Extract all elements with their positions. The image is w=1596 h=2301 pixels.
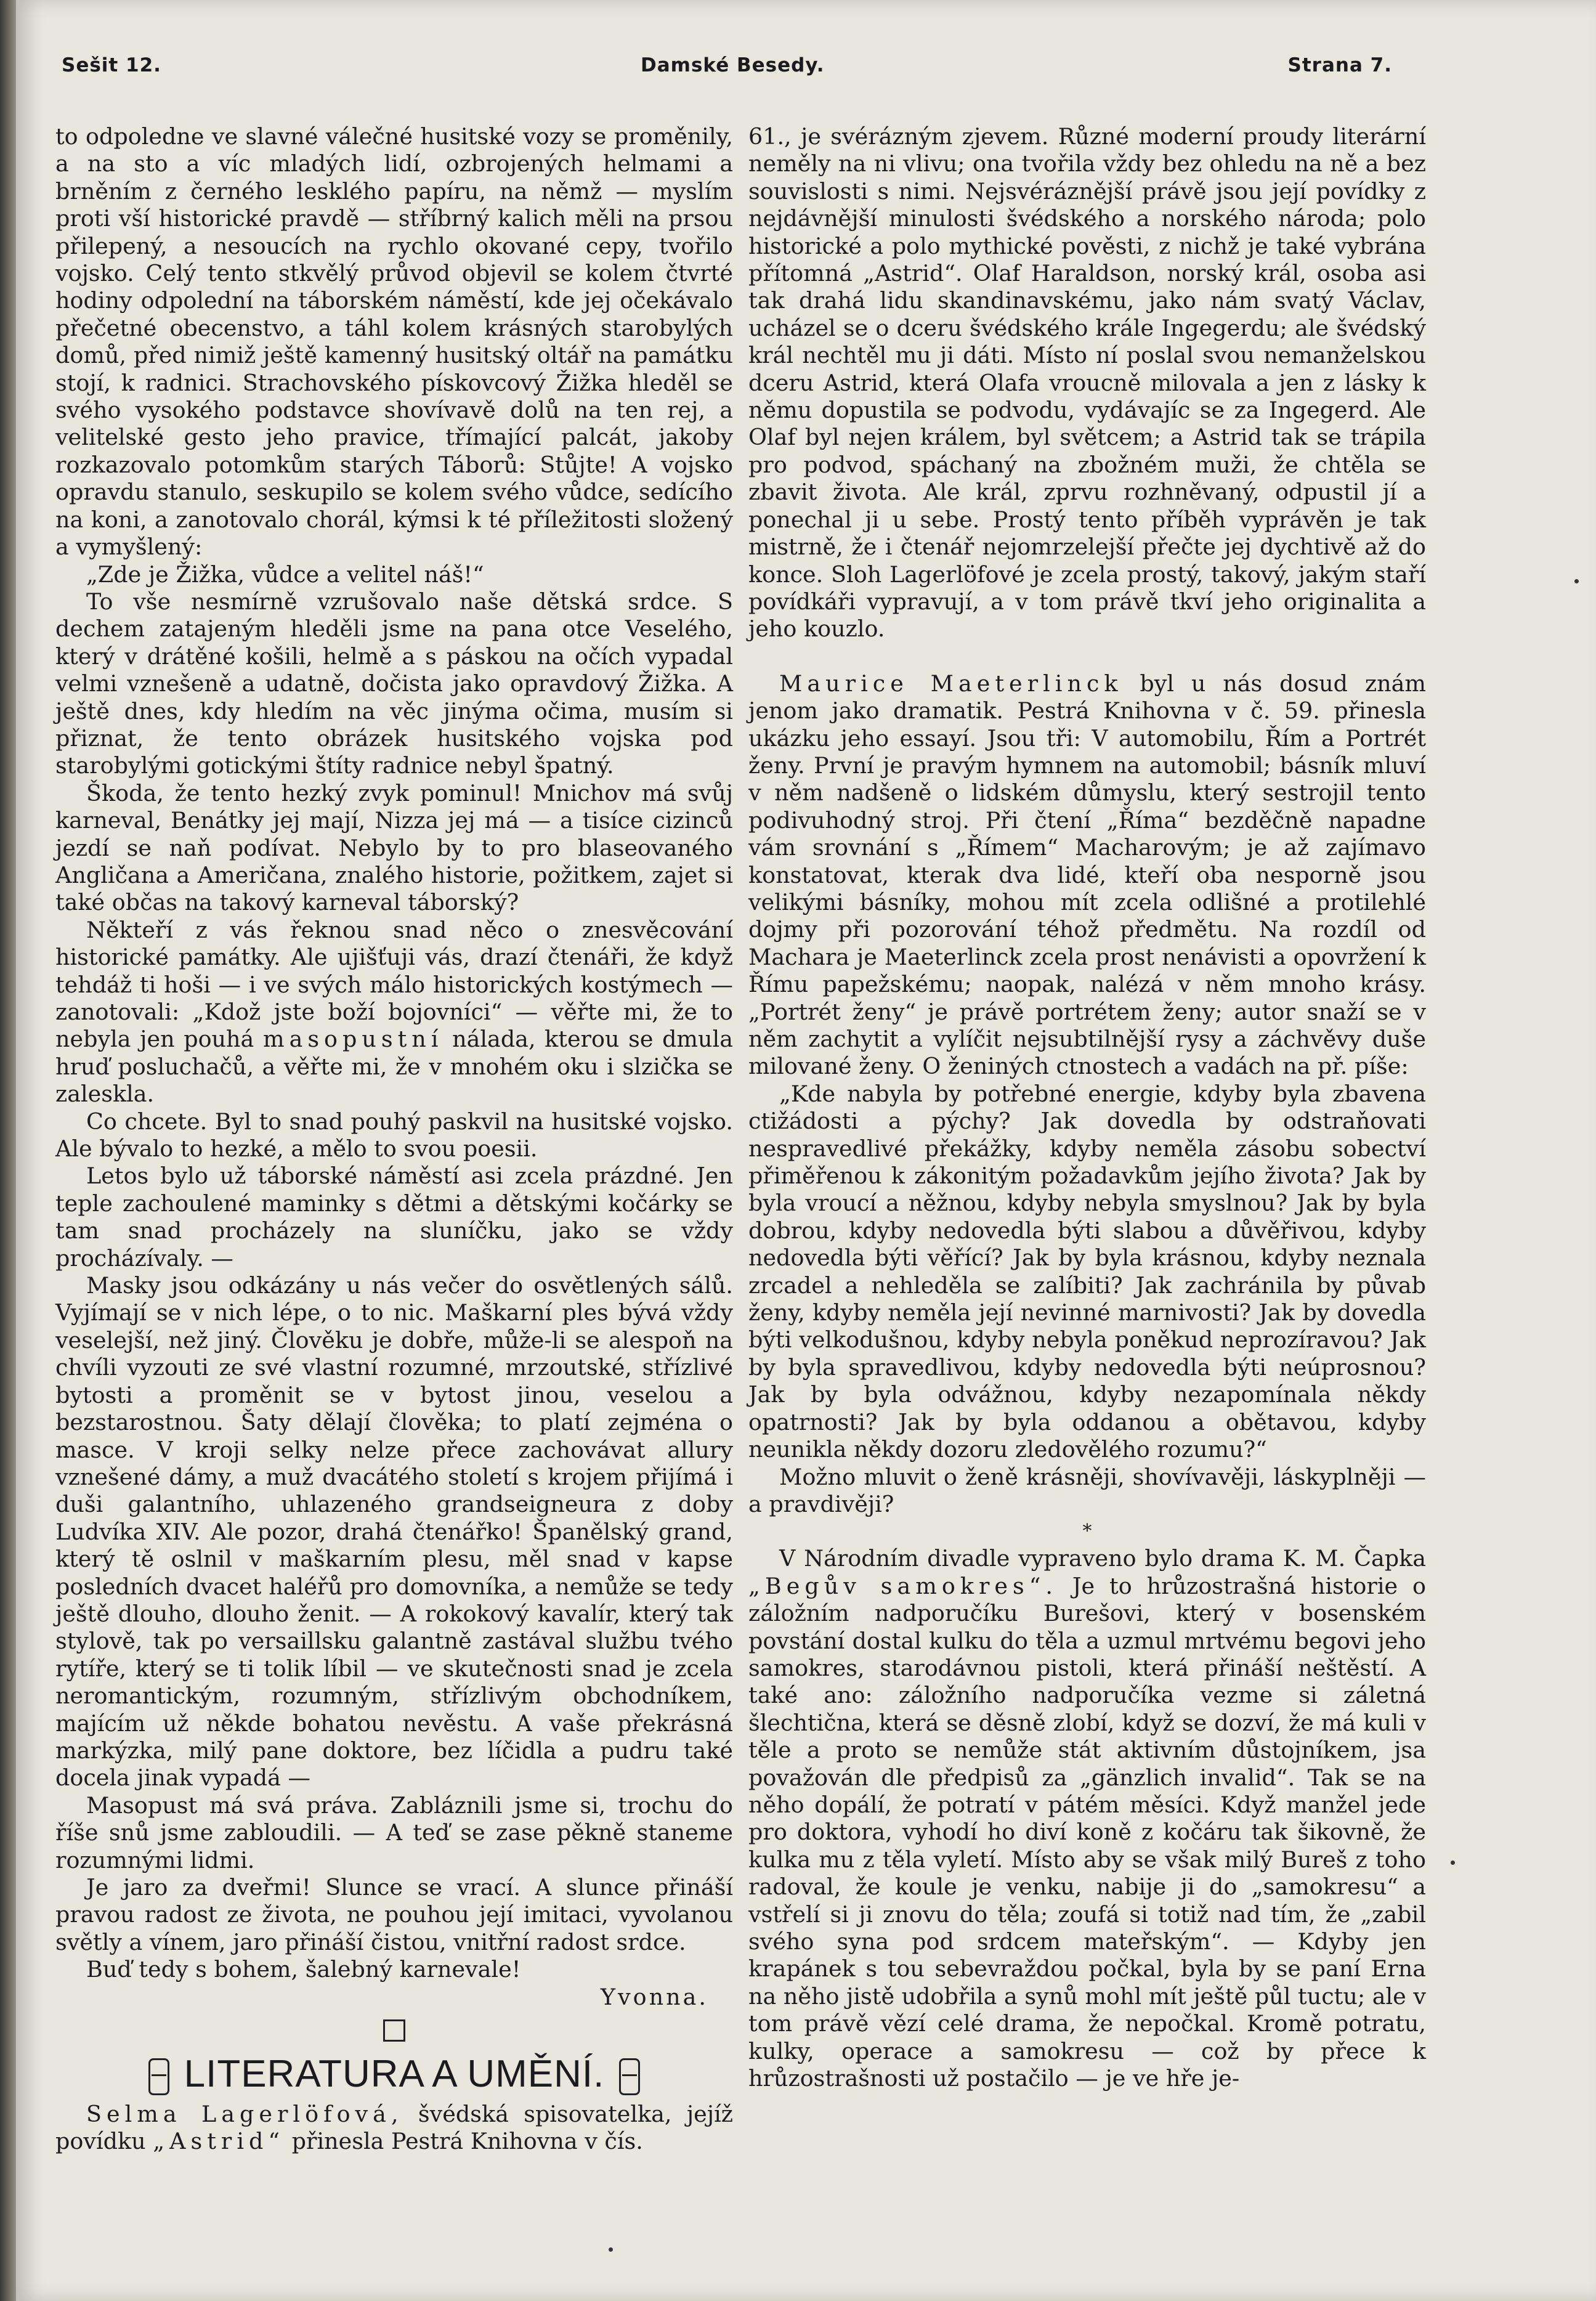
quotation: „Kde nabyla by potřebné energie, kdyby byla zbavena ctižádosti a pýchy? Jak dovedla by odstraňovati nespravedlivé překážky, kdyby neměla zásobu sobectví přiměřenou k zákonitým požadavkům jejího života? Jak by byla vroucí a něžnou, kdyby nebyla smyslnou? Jak by byla dobrou, kdyby nedovedla býti slabou a důvěřivou, kdyby nedovedla býti věřící? Jak by byla krásnou, kdyby neznala zrcadel a nehleděla se zalíbiti? Jak zachránila by půvab ženy, kdyby neměla její nevinné marnivosti? Jak by dovedla býti velkodušnou, kdyby nebyla poněkud neprozíravou? Jak by byla spravedlivou, kdyby nedovedla býti neúprosnou? Jak by byla odvážnou, kdyby nezapomínala někdy opatrnosti? Jak by byla oddanou a obětavou, kdyby neunikla někdy dozoru zledovělého rozumu?“ xyxy=(748,1080,1426,1463)
paragraph: 61., je svérázným zjevem. Různé moderní proudy literární neměly na ni vlivu; ona tvořila vždy bez ohledu na ně a bez souvislosti s nimi. Nejsvéráznější právě jsou její povídky z nejdávnější minulosti švédského a norského národa; polo historické a polo mythické pověsti, z nichž je také vybrána přítomná „Astrid“. Olaf Haraldson, norský král, osoba asi tak drahá lidu skandinavskému, jako nám svatý Václav, ucházel se o dceru švédského krále Ingegerdu; ale švédský král nechtěl mu ji dáti. Místo ní poslal svou nemanželskou dceru Astrid, která Olafa vroucně milovala a jen z lásky k němu dopustila se podvodu, vydávajíc se za Ingegerd. Ale Olaf byl nejen králem, byl světcem; a Astrid tak se trápila pro podvod, spáchaný na zbožném muži, že chtěla se zbavit života. Ale král, zprvu rozhněvaný, odpustil jí a ponechal ji u sebe. Prostý tento příběh vyprávěn je tak mistrně, že i čtenář nejomrzelejší přečte jej dychtivě až do konce. Sloh Lagerlöfové je zcela prostý, takový, jakým staří povídkáři vypravují, a v tom právě tkví jeho originalita a jeho kouzlo. xyxy=(748,123,1426,643)
ornament-icon xyxy=(619,2058,640,2095)
emphasis: masopustní xyxy=(262,1026,444,1053)
text: Někteří z vás řeknou snad něco o znesvěcování historické památky. Ale ujišťuji vás, drazí čtenáři, že když tehdáž ti hoši — i ve svých málo historických kostýmech — zanotovali: „Kdož jste boží bojovníci“ — věřte mi, že to nebyla jen pouhá xyxy=(55,916,733,1053)
magazine-title: Damské Besedy. xyxy=(641,54,825,76)
spacer xyxy=(748,643,1426,670)
section-separator xyxy=(383,2019,405,2042)
paragraph: Škoda, že tento hezký zvyk pominul! Mnichov má svůj karneval, Benátky jej mají, Nizza jej má — a tisíce cizinců jezdí se naň podívat. Nebylo by to pro blaseovaného Angličana a Američana, znalého historie, požitkem, zajet si také občas na takový karneval táborský? xyxy=(55,779,733,916)
asterisk-separator: * xyxy=(1082,1520,1092,1543)
paragraph xyxy=(55,2101,733,2156)
author-name: Selma Lagerlöfová, xyxy=(86,2101,403,2128)
section-heading xyxy=(55,2053,733,2096)
page-number: Strana 7. xyxy=(1287,54,1392,76)
speck xyxy=(609,2247,613,2252)
text: V Národním divadle vypraveno bylo drama K. M. Čapka xyxy=(779,1545,1426,1572)
text: Je to hrůzostrašná historie o záložním nadporučíku Burešovi, který v bosenském povstání dostal kulku do těla a uzmul mrtvému begovi jeho samokres, starodávnou pistoli, která přináší neštěstí. A také ano: záložního nadporučíka vezme si záletná šlechtična, která se děsně zlobí, když se dozví, že má kuli v těle a proto se nemůže stát aktivním důstojníkem, jsa považován dle předpisů za „gänzlich invalid“. Tak se na něho dopálí, že potratí v pátém měsíci. Když manžel jede pro doktora, vyhodí ho diví koně z kočáru tak šikovně, že kulka mu z těla vyletí. Místo aby se však milý Bureš z toho radoval, že koule je venku, nabije ji do „samokresu“ a vstřelí si ji znovu do těla; zoufá si totiž nad tím, že „zabil svého syna pod srdcem mateřským“. — Kdyby jen krapánek s tou sebevraždou počkal, byla by se paní Erna na něho jistě udobřila a synů mohl mít ještě půl tuctu; ale v tom právě vězí celé drama, že nepočkal. Kromě potratu, kulky, operace a samokresu — což by přece k hrůzostrašnosti už postačilo — je ve hře je- xyxy=(748,1572,1426,2092)
right-column xyxy=(748,123,1426,2092)
book-title: „Astrid“ xyxy=(153,2128,285,2155)
paragraph: Masky jsou odkázány u nás večer do osvětlených sálů. Vyjímají se v nich lépe, o to nic. Maškarní ples bývá vždy veselejší, než jiný. Člověku je dobře, může-li se alespoň na chvíli vyzouti ze své vlastní rozumné, mrzoutské, střízlivé bytosti a proměnit se v bytost jinou, veselou a bezstarostnou. Šaty dělají člověka; to platí zejména o masce. V kroji selky nelze přece zachovávat allury vznešené dámy, a muž dvacátého století s krojem přijímá i duši galantního, uhlazeného grandseigneura z doby Ludvíka XIV. Ale pozor, drahá čtenářko! Španělský grand, který tě oslnil v maškarním plesu, měl snad v kapse posledních dvacet haléřů pro domovníka, a nemůže se tedy ještě dlouho, dlouho ženit. — A rokokový kavalír, který tak stylově, tak po versaillsku galantně zastával službu tvého rytíře, který se ti tolik líbil — ve skutečnosti snad je zcela neromantickým, rozumným, střízlivým obchodníkem, majícím už někde bohatou nevěstu. A vaše překrásná markýzka, milý pane doktore, bez líčidla a pudru také docela jinak vypadá — xyxy=(55,1272,733,1792)
text: byl u nás dosud znám jenom jako dramatik. Pestrá Knihovna v č. 59. přinesla ukázku jeho essayí. Jsou tři: V automobilu, Řím a Portrét ženy. První je pravým hymnem na automobil; básník mluví v něm nadšeně o lidském důmyslu, který sestrojil tento podivuhodný stroj. Při čtení „Říma“ bezděčně napadne vám srovnání s „Římem“ Macharovým; je až zajímavo konstatovat, kterak dva lidé, kteří oba nesporně jsou velikými básníky, mohou mít zcela odlišné a protilehlé dojmy při pozorování téhož předmětu. Na rozdíl od Machara je Maeterlinck zcela prost nenávisti a opovržení k Římu papežskému; naopak, nalézá v něm mnoho krásy. „Portrét ženy“ je právě portrétem ženy; autor snaží se v něm zachytit a vylíčit nejsubtilnější rysy a záchvěvy duše milované ženy. O ženiných ctnostech a vadách na př. píše: xyxy=(748,670,1426,1080)
text: nálada, kterou se dmula hruď posluchačů, a věřte mi, že v mnohém oku i slzička se zaleskla. xyxy=(55,1026,733,1108)
paragraph: To vše nesmírně vzrušovalo naše dětská srdce. S dechem zatajeným hleděli jsme na pana otce Veselého, který v drátěné košili, helmě a s páskou na očích vypadal velmi vznešeně a udatně, dočista jako opravdový Žižka. A ještě dnes, kdy hledím na věc jinýma očima, musím si přiznat, že tento obrázek husitského vojska pod starobylými gotickými štíty radnice nebyl špatný. xyxy=(55,588,733,779)
paragraph: Letos bylo už táborské náměstí asi zcela prázdné. Jen teple zachoulené maminky s dětmi a dětskými kočárky se tam snad procházely na sluníčku, jako se vždy procházívaly. — xyxy=(55,1163,733,1272)
left-column xyxy=(55,123,733,2156)
ornament-icon xyxy=(148,2058,169,2095)
paragraph xyxy=(748,670,1426,1081)
paragraph: to odpoledne ve slavné válečné husitské vozy se proměnily, a na sto a víc mladých lidí, ozbrojených helmami a brněním z černého lesklého papíru, na němž — myslím proti vší historické pravdě — stříbrný kalich měli na prsou přilepený, a nesoucích na rychlo okované cepy, tvořilo vojsko. Celý tento stkvělý průvod objevil se kolem čtvrté hodiny odpolední na táborském náměstí, kde jej očekávalo přečetné obecenstvo, a táhl kolem krásných starobylých domů, před nimiž ještě kamenný husitský oltář na památku stojí, k radnici. Strachovského pískovcový Žižka hleděl se svého vysokého podstavce shovívavě dolů na ten rej, a velitelské gesto jeho pravice, třímající palcát, jakoby rozkazovalo potomkům starých Táborů: Stůjte! A vojsko opravdu stanulo, seskupilo se kolem svého vůdce, sedícího na koni, a zanotovalo chorál, kýmsi k té příležitosti složený a vymyšlený: xyxy=(55,123,733,561)
author-name: Maurice Maeterlinck xyxy=(779,670,1123,697)
page-header xyxy=(62,54,1392,91)
play-title: „Begův samokres“. xyxy=(748,1572,1058,1599)
text: švédská spisovatelka, jejíž povídku xyxy=(55,2101,733,2155)
author-signature: Yvonna. xyxy=(600,1983,708,2010)
paragraph: Je jaro za dveřmi! Slunce se vrací. A slunce přináší pravou radost ze života, ne pouhou její imitaci, vyvolanou světly a vínem, jaro přináší čistou, vnitřní radost srdce. xyxy=(55,1874,733,1955)
chorale-quote: „Zde je Žižka, vůdce a velitel náš!“ xyxy=(86,561,484,588)
section-title-text: LITERATURA A UMĚNÍ. xyxy=(184,2053,605,2096)
speck xyxy=(1574,579,1579,583)
paragraph: Buď tedy s bohem, šalebný karnevale! xyxy=(86,1956,521,1983)
paragraph: Co chcete. Byl to snad pouhý paskvil na husitské vojsko. Ale bývalo to hezké, a mělo to svou poesii. xyxy=(55,1108,733,1163)
paragraph: Masopust má svá práva. Zabláznili jsme si, trochu do říše snů jsme zabloudili. — A teď se zase pěkně staneme rozumnými lidmi. xyxy=(55,1792,733,1873)
speck xyxy=(1451,1861,1455,1865)
text: přinesla Pestrá Knihovna v čís. xyxy=(291,2128,643,2155)
paragraph: Možno mluvit o ženě krásněji, shovívavěji, láskyplněji — a pravdivěji? xyxy=(748,1463,1426,1517)
paragraph xyxy=(748,1545,1426,2092)
issue-number: Sešit 12. xyxy=(62,54,161,76)
paragraph xyxy=(55,917,733,1108)
